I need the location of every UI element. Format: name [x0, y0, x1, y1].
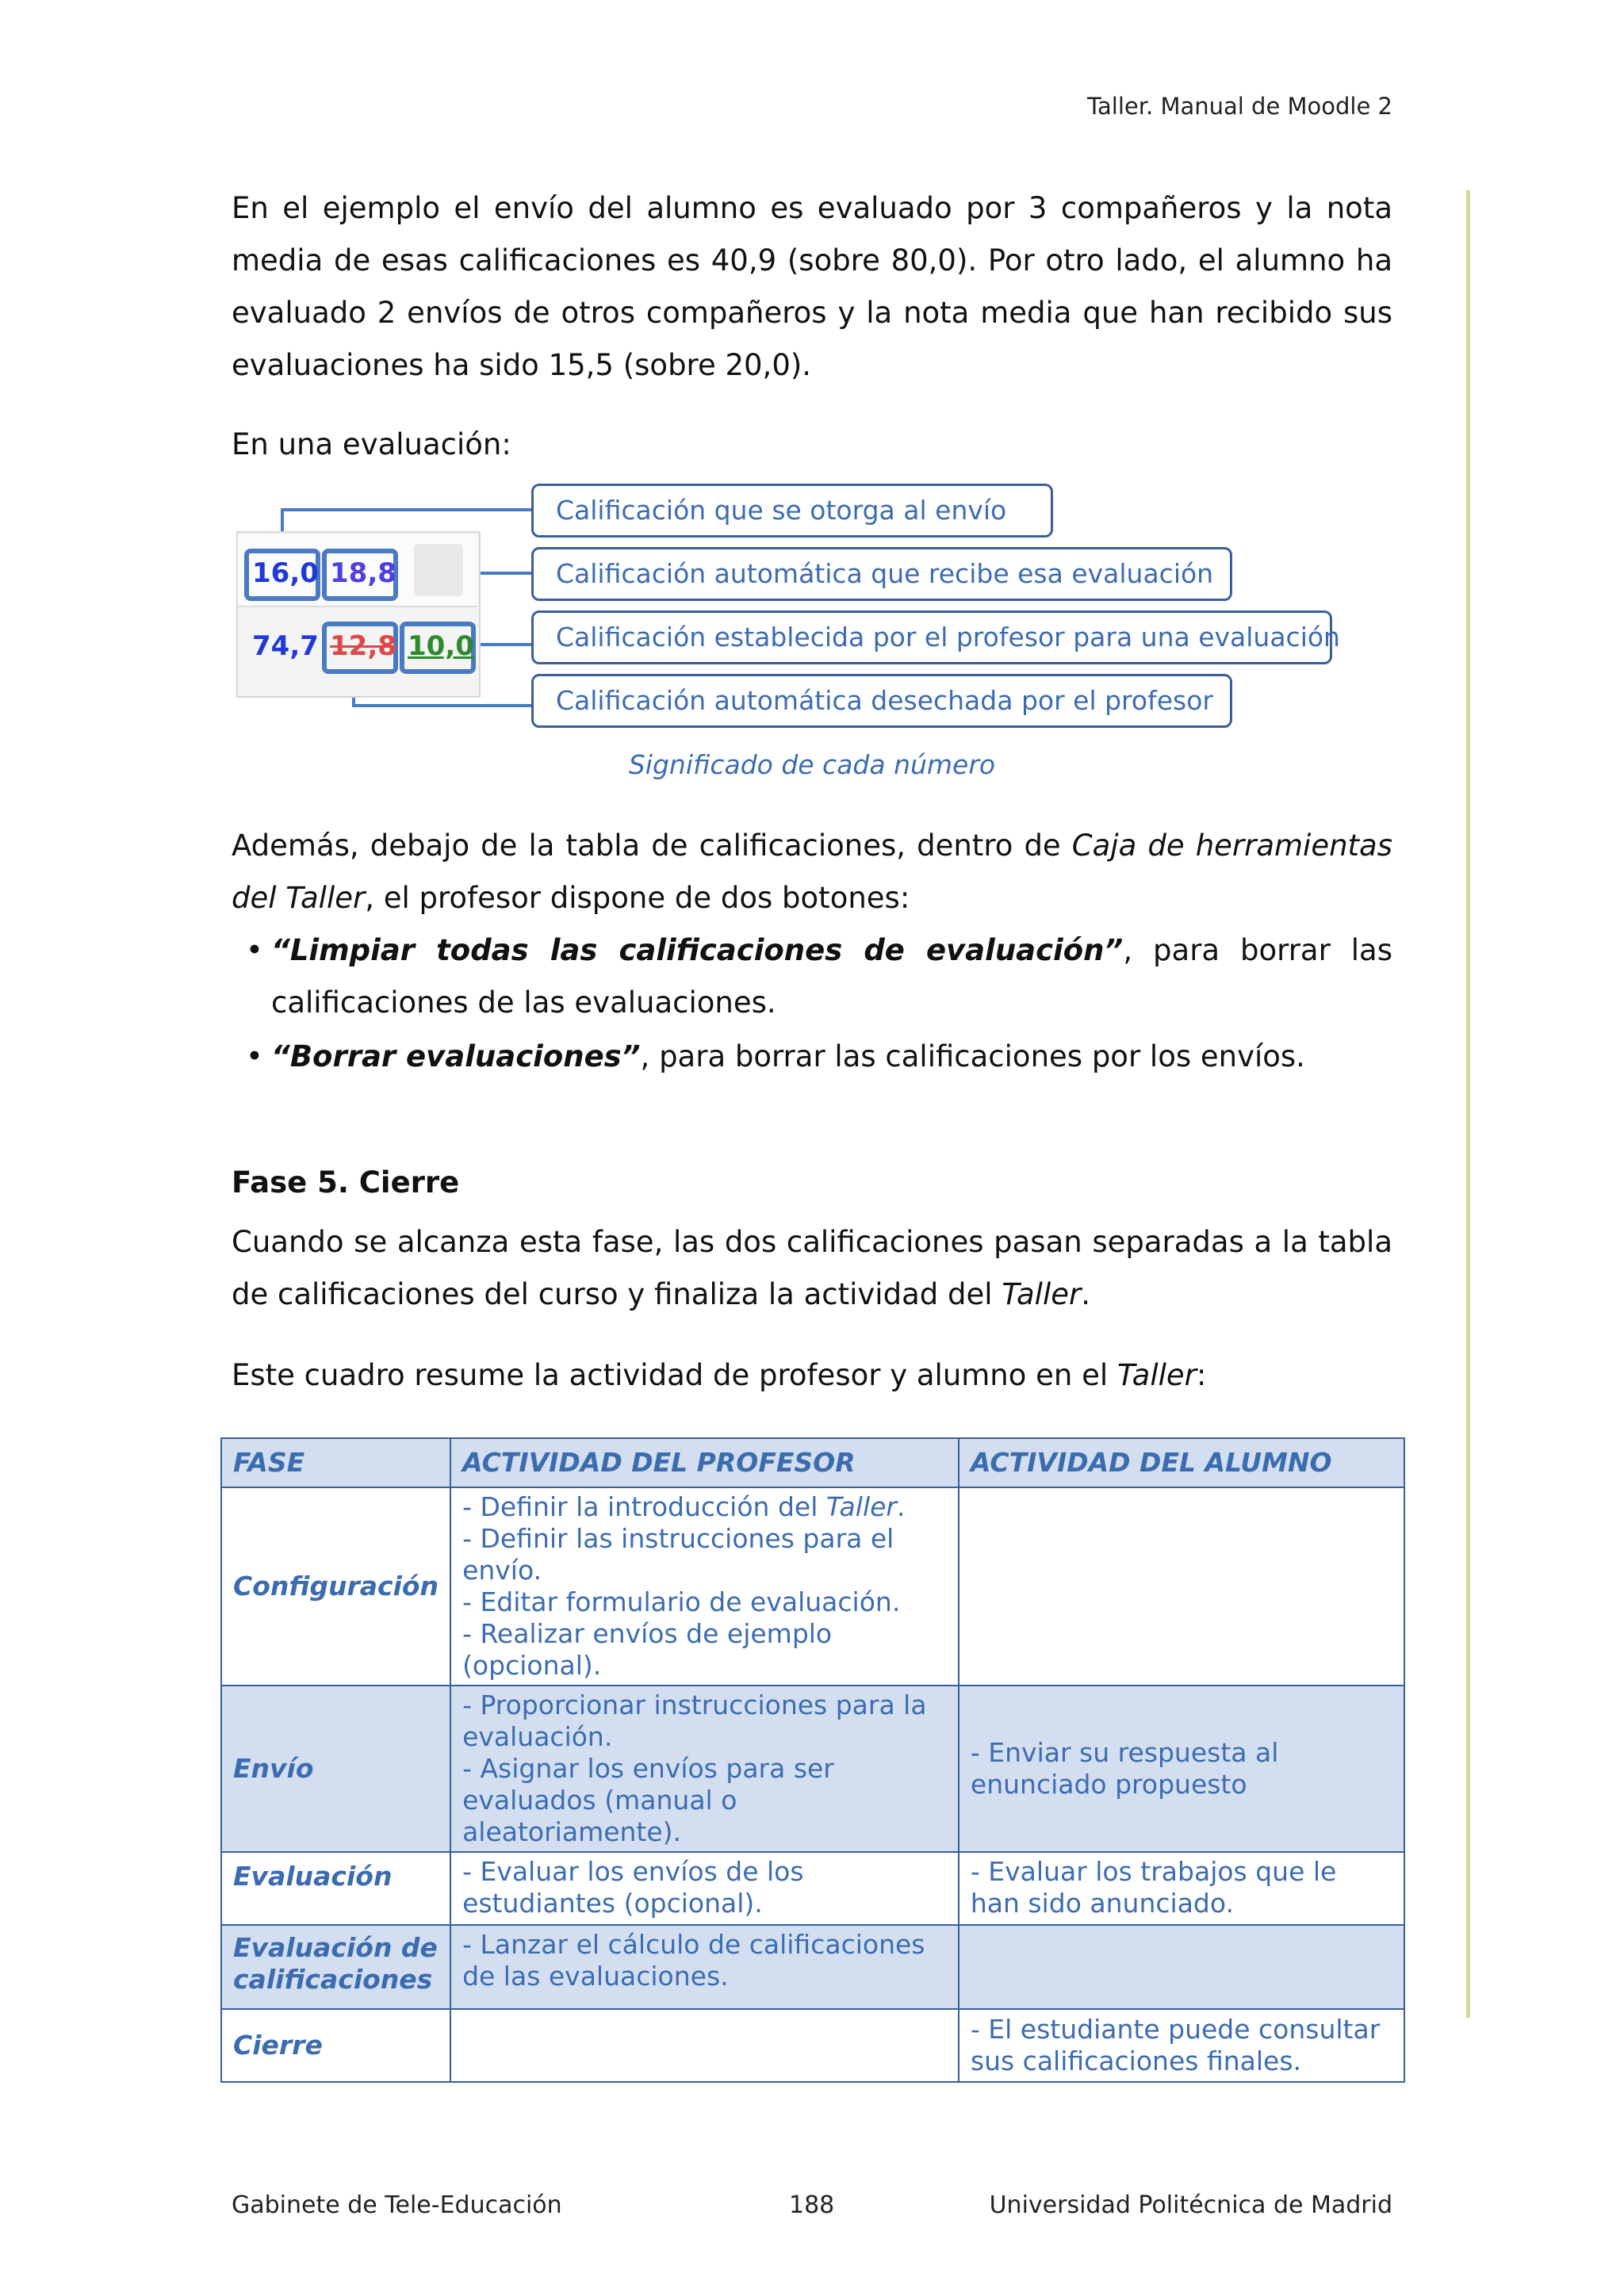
list-item: • “Borrar evaluaciones”, para borrar las calificaciones por los envíos. [246, 1031, 1392, 1083]
footer-right: Universidad Politécnica de Madrid [989, 2191, 1392, 2219]
teacher-cell: - Lanzar el cálculo de calificaciones de las evaluaciones. [450, 1925, 959, 2009]
table-header-row [221, 1438, 1404, 1487]
bullet-list [246, 924, 1392, 1085]
teacher-cell: - Evaluar los envíos de los estudiantes (opcional). [450, 1852, 959, 1925]
assessment-grade: 18,8 [330, 557, 396, 589]
phase-cell: Evaluación [221, 1852, 450, 1925]
teacher-override-grade: 10,0 [408, 630, 474, 662]
phase-cell: Evaluación de calificaciones [221, 1925, 450, 2009]
discarded-grade: 12,8 [330, 630, 396, 662]
student-cell: - Evaluar los trabajos que le han sido anunciado. [959, 1852, 1404, 1925]
phase-cell: Configuración [221, 1487, 450, 1686]
callout-discarded-grade: Calificación automática desechada por el profesor [531, 674, 1232, 728]
figure-caption: Significado de cada número [628, 749, 996, 780]
teacher-cell: - Definir la introducción del Taller. - Definir las instrucciones para el envío. - Editar formulario de evaluación. - Realizar envíos de ejemplo (opcional). [450, 1487, 959, 1686]
evaluation-lead: En una evaluación: [232, 427, 511, 461]
table-row [221, 2009, 1404, 2082]
column-header: ACTIVIDAD DEL ALUMNO [959, 1438, 1404, 1487]
phase-cell: Envío [221, 1686, 450, 1852]
callout-submission-grade: Calificación que se otorga al envío [531, 484, 1053, 538]
student-cell: - Enviar su respuesta al enunciado propuesto [959, 1686, 1404, 1852]
table-row [221, 1487, 1404, 1686]
teacher-cell: - Proporcionar instrucciones para la evaluación. - Asignar los envíos para ser evaluados (manual o aleatoriamente). [450, 1686, 959, 1852]
intro-paragraph: En el ejemplo el envío del alumno es evaluado por 3 compañeros y la nota media de esas calificaciones es 40,9 (sobre 80,0). Por otro lado, el alumno ha evaluado 2 envíos de otros compañeros y la nota media que han recibido sus evaluaciones ha sido 15,5 (sobre 20,0). [232, 191, 1392, 382]
page-number: 188 [789, 2191, 835, 2219]
grade-value: 74,7 [252, 630, 319, 662]
footer-left: Gabinete de Tele-Educación [232, 2191, 562, 2219]
table-row [221, 1686, 1404, 1852]
table-row [221, 1925, 1404, 2009]
emphasis: Caja de herramientas del Taller [232, 828, 1392, 915]
phase5-paragraph: Cuando se alcanza esta fase, las dos calificaciones pasan separadas a la tabla de calificaciones del curso y finaliza la actividad del Taller. [232, 1225, 1392, 1311]
callout-teacher-grade: Calificación establecida por el profesor para una evaluación [531, 610, 1332, 664]
student-cell [959, 1487, 1404, 1686]
bullet-icon: • [246, 1039, 263, 1073]
grades-screenshot [236, 531, 481, 698]
bullet-icon: • [246, 933, 263, 967]
running-header: Taller. Manual de Moodle 2 [1087, 93, 1392, 120]
summary-table [220, 1437, 1405, 2083]
summary-lead: Este cuadro resume la actividad de profesor y alumno en el Taller: [232, 1358, 1207, 1392]
column-header: FASE [221, 1438, 450, 1487]
side-margin-rule [1466, 190, 1470, 2018]
table-row [221, 1852, 1404, 1925]
phase-cell: Cierre [221, 2009, 450, 2082]
student-cell [959, 1925, 1404, 2009]
teacher-cell [450, 2009, 959, 2082]
section-heading: Fase 5. Cierre [232, 1165, 460, 1200]
callout-automatic-grade: Calificación automática que recibe esa evaluación [531, 547, 1232, 601]
submission-grade: 16,0 [252, 557, 319, 589]
list-item: • “Limpiar todas las calificaciones de evaluación”, para borrar las calificaciones de las evaluaciones. [246, 924, 1392, 1029]
student-cell: - El estudiante puede consultar sus calificaciones finales. [959, 2009, 1404, 2082]
grade-meaning-figure [236, 484, 1339, 737]
toolbox-paragraph: Además, debajo de la tabla de calificaciones, dentro de Caja de herramientas del Taller, el profesor dispone de dos botones: [232, 828, 1392, 915]
avatar-placeholder [414, 544, 463, 596]
column-header: ACTIVIDAD DEL PROFESOR [450, 1438, 959, 1487]
